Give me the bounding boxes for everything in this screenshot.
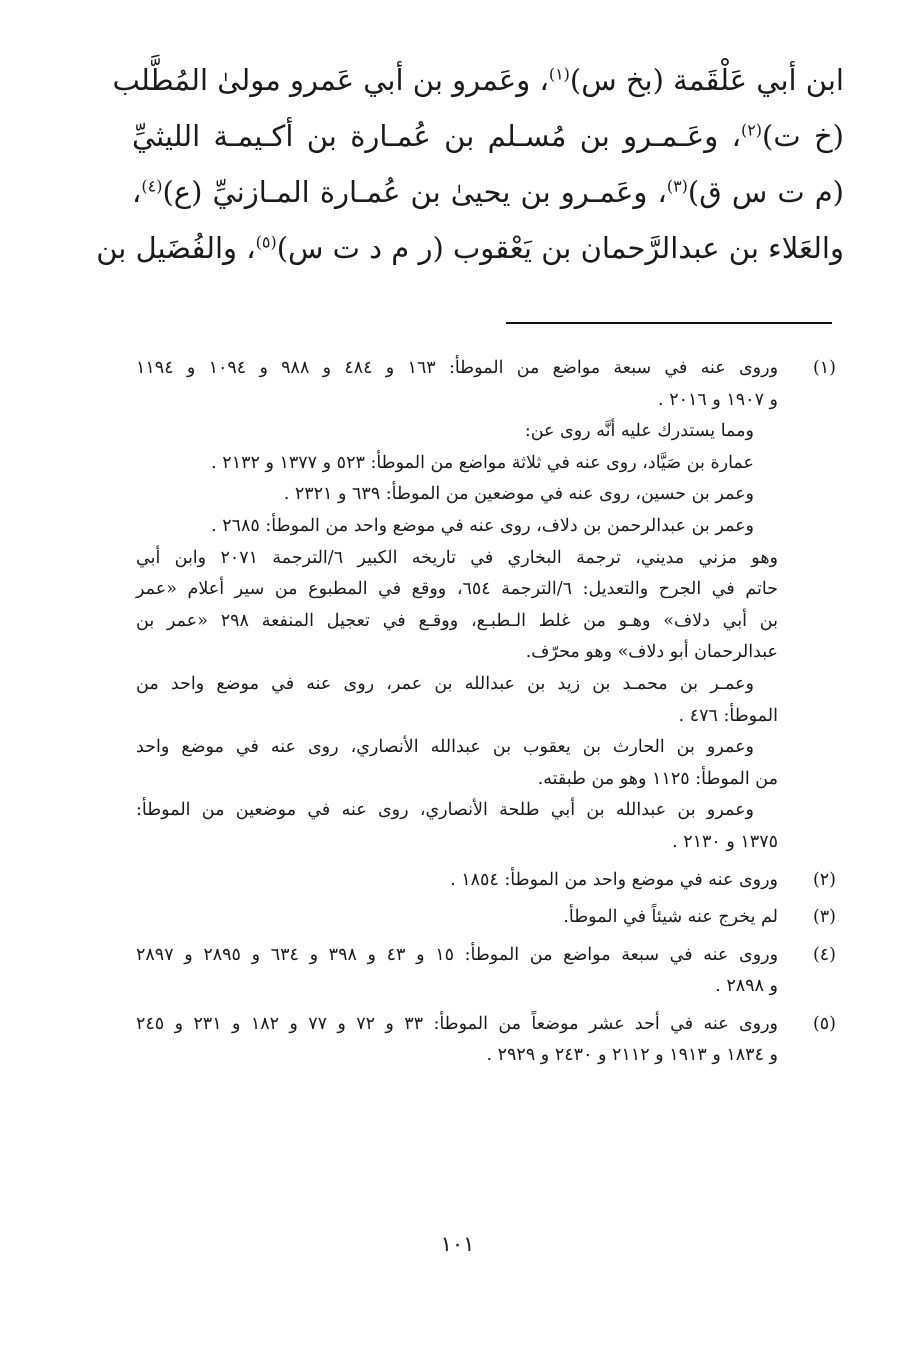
main-text-line: [132, 164, 844, 220]
footnote-number: (١): [812, 358, 836, 378]
footnote-number: (٢): [812, 869, 836, 890]
footnote-line: لم يخرج عنه شيئاً في الموطأ.: [563, 907, 778, 928]
footnote-marker: (٥): [255, 232, 277, 252]
main-text-segment: ، والفُضَيل بن: [96, 231, 256, 265]
footnote-paragraph: [136, 669, 778, 732]
footnote-line: من الموطأ: ١١٢٥ وهو من طبقته.: [537, 768, 778, 789]
footnote-item: [136, 902, 836, 934]
footnote-marker: (١): [548, 64, 570, 84]
footnote-paragraph: [136, 416, 778, 448]
footnote-paragraph: [136, 795, 778, 858]
footnote-marker: (٣): [666, 176, 688, 196]
footnote-line: ١٣٧٥ و ٢١٣٠ .: [672, 831, 778, 852]
main-text-segment: ، وعَمرو بن أبي عَمرو مولىٰ المُطَّلب: [112, 63, 549, 97]
footnote-line: وعمر بن حسين، روى عنه في موضعين من الموطأ: ٦٣٩ و ٢٣٢١ .: [283, 484, 754, 505]
footnote-line: وروى عنه في أحد عشر موضعاً من الموطأ: ٣٣ و ٧٢ و ٧٧ و ١٨٢ و ٢٣١ و ٢٤٥: [136, 1013, 778, 1034]
footnote-line: الموطأ: ٤٧٦ .: [678, 705, 778, 726]
footnote-paragraph: [136, 448, 778, 480]
footnote-line: وعمرو بن الحارث بن يعقوب بن عبدالله الأنصاري، روى عنه في موضع واحد: [136, 737, 754, 758]
footnote-line: و ١٩٠٧ و ٢٠١٦ .: [658, 389, 778, 410]
footnote-line: ومما يستدرك عليه أنَّه روى عن:: [524, 421, 754, 442]
footnote-line: حاتم في الجرح والتعديل: ٦/الترجمة ٦٥٤، ووقع في المطبوع من سير أعلام «عمر: [136, 579, 778, 600]
footnote-paragraph: [136, 543, 778, 669]
footnote-line: وعمر بن عبدالرحمن بن دلاف، روى عنه في موضع واحد من الموطأ: ٢٦٨٥ .: [211, 515, 754, 536]
footnote-line: وعمرو بن عبدالله بن أبي طلحة الأنصاري، روى عنه في موضعين من الموطأ:: [136, 800, 754, 821]
footnote-paragraph: [136, 511, 778, 543]
main-text-line: [132, 108, 844, 164]
footnote-paragraph: [136, 902, 778, 934]
footnote-line: وعمـر بن محمـد بن زيد بن عبدالله بن عمر، روى عنه في موضع واحد من: [136, 673, 754, 694]
footnote-line: وروى عنه في موضع واحد من الموطأ: ١٨٥٤ .: [450, 869, 778, 890]
footnote-marker: (٢): [740, 120, 763, 140]
main-text-body: [96, 52, 845, 276]
page-number: ١٠١: [440, 1232, 475, 1256]
footnote-line: و ٢٨٩٨ .: [715, 976, 778, 997]
footnote-number: (٥): [812, 1013, 836, 1034]
main-text-line: [96, 220, 844, 276]
footnote-paragraph: [136, 732, 778, 795]
main-text-segment: ، وعَمـرو بن يحيىٰ بن عُمـارة المـازنيِّ (ع): [162, 175, 667, 209]
footnote-line: وروى عنه في سبعة مواضع من الموطأ: ١٦٣ و ٤٨٤ و ٩٨٨ و ١٠٩٤ و ١١٩٤: [136, 358, 779, 378]
footnote-paragraph: [136, 865, 778, 897]
footnote-line: عمارة بن صَيَّاد، روى عنه في ثلاثة مواضع من الموطأ: ٥٢٣ و ١٣٧٧ و ٢١٣٢ .: [211, 452, 754, 473]
footnote-number: (٣): [812, 907, 836, 928]
footnotes-section: [136, 353, 836, 1078]
footnote-item: [136, 865, 836, 897]
footnote-separator: [506, 322, 832, 324]
footnote-paragraph: [136, 940, 778, 1003]
footnote-paragraph: [136, 1009, 778, 1072]
footnote-line: عبدالرحمان أبو دلاف» وهو محرّف.: [525, 642, 778, 663]
footnote-line: وهو مزني مديني، ترجمة البخاري في تاريخه الكبير ٦/الترجمة ٢٠٧١ وابن أبي: [136, 547, 778, 568]
main-text-segment: ، وعَـمـرو بن مُسـلم بن عُمـارة بن أكـيمـة الليثيِّ: [132, 119, 741, 153]
footnote-marker: (٤): [141, 176, 163, 196]
footnote-item: [136, 940, 836, 1003]
footnote-line: وروى عنه في سبعة مواضع من الموطأ: ١٥ و ٤٣ و ٣٩٨ و ٦٣٤ و ٢٨٩٥ و ٢٨٩٧: [136, 944, 779, 965]
footnote-paragraph: [136, 353, 778, 416]
footnote-line: بن أبي دلاف» وهـو من غلط الـطبـع، ووقـع في تعجيل المنفعة ٢٩٨ «عمر بن: [136, 610, 778, 631]
main-text-line: [112, 52, 844, 108]
footnote-item: [136, 353, 836, 859]
main-text-segment: والعَلاء بن عبدالرَّحمان بن يَعْقوب (ر م د ت س): [276, 231, 844, 265]
main-text-segment: (م ت س ق): [687, 175, 844, 209]
main-text-segment: (خ ت): [762, 119, 845, 153]
main-text-segment: ابن أبي عَلْقَمة (بخ س): [569, 63, 844, 97]
footnote-item: [136, 1009, 836, 1072]
footnote-line: و ١٨٣٤ و ١٩١٣ و ٢١١٢ و ٢٤٣٠ و ٢٩٢٩ .: [486, 1045, 778, 1066]
footnote-paragraph: [136, 479, 778, 511]
footnote-number: (٤): [812, 944, 836, 965]
main-text-segment: ،: [132, 175, 142, 209]
